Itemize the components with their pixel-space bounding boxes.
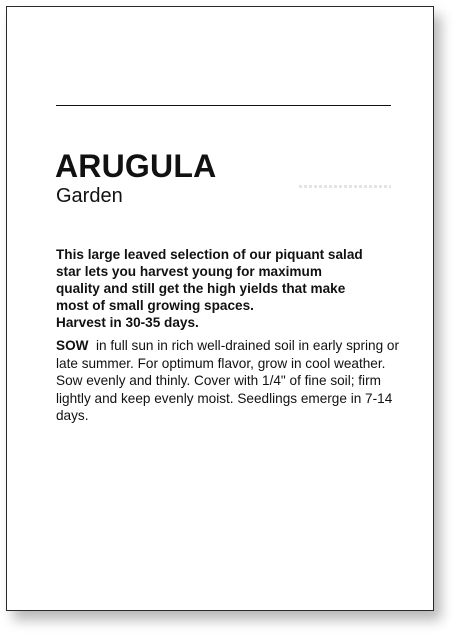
description-line: This large leaved selection of our piquant salad bbox=[56, 247, 363, 262]
sowing-instructions bbox=[56, 337, 401, 425]
top-divider bbox=[56, 105, 391, 106]
sow-text: in full sun in rich well-drained soil in early spring or late summer. For optimum flavor, grow in cool weather. Sow evenly and thinly. Cover with 1/4" of fine soil; firm lightly and keep evenly moist. Seedlings emerge in 7-14 days. bbox=[56, 338, 403, 424]
seed-packet-card bbox=[6, 6, 434, 611]
sow-label: SOW bbox=[56, 338, 89, 353]
description-line: most of small growing spaces. bbox=[56, 298, 254, 313]
description bbox=[56, 246, 406, 331]
plant-title: ARUGULA bbox=[55, 148, 217, 184]
faint-print-mark bbox=[299, 185, 391, 188]
plant-subtitle: Garden bbox=[56, 185, 123, 207]
description-line: star lets you harvest young for maximum bbox=[56, 264, 322, 279]
harvest-time: Harvest in 30-35 days. bbox=[56, 315, 199, 330]
description-line: quality and still get the high yields that make bbox=[56, 281, 346, 296]
